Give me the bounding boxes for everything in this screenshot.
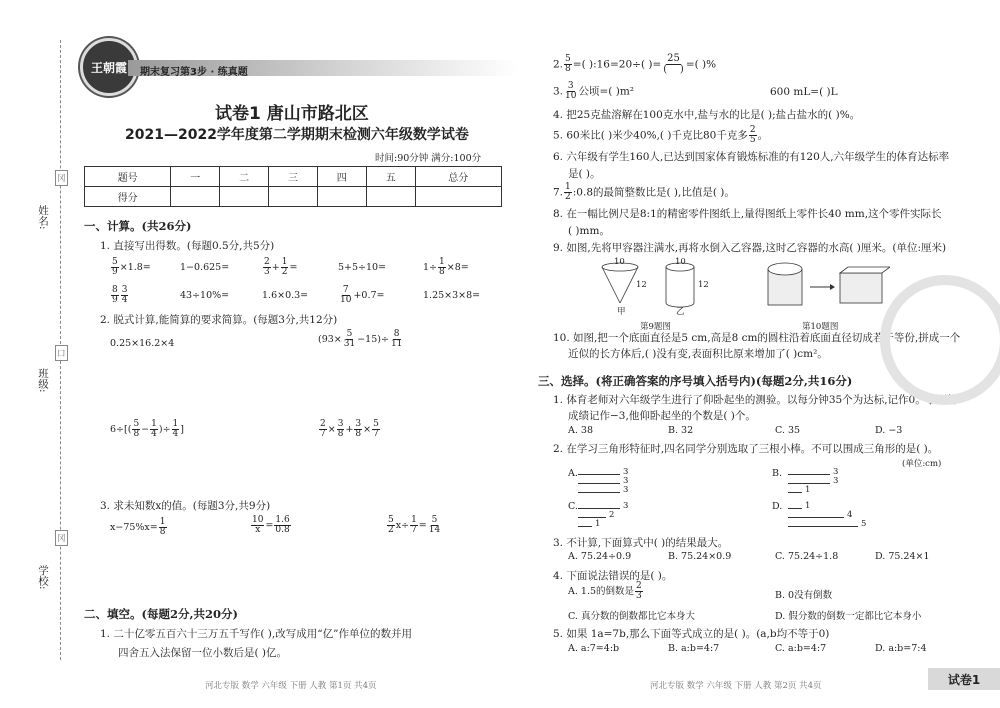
stick-len: 3 <box>623 467 629 477</box>
choice-2: 2. 在学习三角形特征时,四名同学分别选取了三根小棒。不可以围成三角形的是( )。 <box>553 443 939 455</box>
page-footer-left: 河北专版 数学 六年级 下册 人教 第1页 共4页 <box>205 681 377 691</box>
stick <box>578 474 620 475</box>
binding-mark-3: 冈 <box>55 530 68 546</box>
option[interactable]: D. −3 <box>875 425 903 436</box>
fill-3b: 600 mL=( )L <box>770 86 838 98</box>
score-header: 二 <box>220 167 269 187</box>
calc-item: $\frac{5}{9}$ ×1.8= <box>112 257 151 277</box>
score-cell[interactable] <box>366 187 415 207</box>
score-cell[interactable] <box>220 187 269 207</box>
score-cell[interactable] <box>171 187 220 207</box>
stick <box>578 483 620 484</box>
equation-item: x−75%x= $\frac{1}{8}$ <box>110 517 166 537</box>
option[interactable]: A. 75.24÷0.9 <box>568 551 632 562</box>
choice-4: 4. 下面说法错误的是( )。 <box>553 570 673 582</box>
dim-label: 10 <box>614 257 625 267</box>
option[interactable]: A. 38 <box>568 425 593 436</box>
paper-tag <box>928 668 1000 690</box>
logo-text: 王朝霞 <box>90 60 127 75</box>
stick <box>788 517 844 518</box>
stick <box>788 508 802 509</box>
stick <box>578 492 620 493</box>
calc-item: (93× $\frac{5}{31}$ −15)÷ $\frac{8}{11}$ <box>318 329 403 349</box>
calc-item: 0.25×16.2×4 <box>110 338 175 349</box>
fig-label-yi: 乙 <box>676 307 685 317</box>
time-score: 时间:90分钟 满分:100分 <box>375 153 482 164</box>
stick <box>578 508 620 509</box>
step-text: 期末复习第3步 · 练真题 <box>140 67 248 78</box>
option[interactable]: C. 75.24÷1.8 <box>775 551 839 562</box>
figure-10-caption: 第10题图 <box>802 322 839 332</box>
option[interactable]: B. 0没有倒数 <box>775 590 833 601</box>
calc-item: 1÷ $\frac{1}{8}$ ×8= <box>423 257 469 277</box>
option[interactable]: C. <box>568 501 578 512</box>
score-header: 总分 <box>415 167 501 187</box>
cylinder-container-yi <box>666 263 694 307</box>
stick <box>788 474 830 475</box>
option[interactable]: C. 35 <box>775 425 801 436</box>
stick <box>578 526 592 527</box>
option[interactable]: D. a:b=7:4 <box>875 643 927 654</box>
fill-10: 10. 如图,把一个底面直径是5 cm,高是8 cm的圆柱沿着底面直径切成若干等份,拼成一个 <box>553 332 961 344</box>
question-1-2: 2. 脱式计算,能简算的要求简算。(每题3分,共12分) <box>100 314 338 326</box>
equation-item: $\frac{5}{2}$ x÷ $\frac{1}{7}$ = $\frac{5}{14}$ <box>388 515 441 535</box>
option[interactable]: A. a:7=4:b <box>568 643 620 654</box>
stick-len: 2 <box>609 510 615 520</box>
option[interactable]: C. 真分数的倒数都比它本身大 <box>568 611 695 622</box>
stick-len: 3 <box>623 485 629 495</box>
fill-1: 1. 二十亿零五百六十三万五千写作( ),改写成用“亿”作单位的数并用 <box>100 628 412 640</box>
dim-label: 12 <box>698 280 709 290</box>
fill-8-cont: ( )mm。 <box>568 225 610 237</box>
option[interactable]: B. a:b=4:7 <box>668 643 720 654</box>
stick-len: 5 <box>861 519 867 529</box>
stick-len: 1 <box>805 501 811 511</box>
score-header: 题号 <box>85 167 171 187</box>
fill-4: 4. 把25克盐溶解在100克水中,盐与水的比是( );盐占盐水的( )%。 <box>553 109 861 121</box>
cuboid-approx <box>840 267 890 303</box>
figure-9-caption: 第9题图 <box>640 322 671 332</box>
calc-item: 1.6×0.3= <box>262 290 309 301</box>
stick-len: 3 <box>623 501 629 511</box>
calc-item: 1.25×3×8= <box>423 290 481 301</box>
option[interactable]: D. <box>772 501 783 512</box>
calc-item: $\frac{7}{10}$ +0.7= <box>340 285 385 305</box>
figure-9-10 <box>590 255 890 340</box>
fill-5: 5. 60米比( )米少40%,( )千克比80千克多 $\frac{2}{5}$ 。 <box>553 125 769 145</box>
paper-tag-text: 试卷1 <box>947 672 981 687</box>
score-cell[interactable] <box>415 187 501 207</box>
stick-len: 1 <box>805 485 811 495</box>
calc-item: $\frac{2}{7}$ × $\frac{3}{8}$ + $\frac{3}{8}$ × $\frac{5}{7}$ <box>320 419 379 439</box>
fill-6-cont: 是( )。 <box>568 168 601 180</box>
fill-2: 2. $\frac{5}{8}$ =( ):16=20÷( )= $\frac{25}{( )}$ =( )% <box>553 53 717 75</box>
unit-note: (单位:cm) <box>902 459 942 469</box>
option[interactable]: A. <box>568 468 578 479</box>
section-2-heading: 二、填空。(每题2分,共20分) <box>84 607 238 621</box>
calc-item: $\frac{2}{3}$ + $\frac{1}{2}$ = <box>264 257 298 277</box>
school-label: 学校: <box>37 565 49 590</box>
question-1-3: 3. 求未知数x的值。(每题3分,共9分) <box>100 500 271 512</box>
option[interactable]: C. a:b=4:7 <box>775 643 827 654</box>
stick <box>578 517 606 518</box>
choice-1: 1. 体育老师对六年级学生进行了仰卧起坐的测验。以每分钟35个为达标,记作0。小明的 <box>553 394 958 406</box>
score-row-label: 得分 <box>85 187 171 207</box>
score-header: 一 <box>171 167 220 187</box>
option[interactable]: B. 32 <box>668 425 694 436</box>
score-header: 四 <box>317 167 366 187</box>
section-1-heading: 一、计算。(共26分) <box>84 219 192 233</box>
fill-7: 7. $\frac{1}{2}$ :0.8的最简整数比是( ),比值是( )。 <box>553 182 735 202</box>
stick-len: 3 <box>623 476 629 486</box>
section-3-heading: 三、选择。(将正确答案的序号填入括号内)(每题2分,共16分) <box>538 374 853 388</box>
score-cell[interactable] <box>317 187 366 207</box>
calc-item: 43÷10%= <box>180 290 230 301</box>
calc-item: $\frac{8}{9}$ $\frac{3}{4}$ <box>112 285 128 305</box>
choice-1-cont: 成绩记作−3,他仰卧起坐的个数是( )个。 <box>568 410 756 422</box>
score-table <box>84 166 502 207</box>
score-cell[interactable] <box>269 187 318 207</box>
choice-3: 3. 不计算,下面算式中( )的结果最大。 <box>553 537 729 549</box>
stick <box>788 483 830 484</box>
page-subtitle: 2021—2022学年度第二学期期末检测六年级数学试卷 <box>125 127 469 143</box>
page-footer-right: 河北专版 数学 六年级 下册 人教 第2页 共4页 <box>650 681 822 691</box>
stick-len: 3 <box>833 476 839 486</box>
option[interactable]: B. 75.24×0.9 <box>668 551 732 562</box>
arrow-head <box>830 284 835 290</box>
dim-label: 10 <box>675 257 686 267</box>
fill-6: 6. 六年级有学生160人,已达到国家体育锻炼标准的有120人,六年级学生的体育达标率 <box>553 151 950 163</box>
option[interactable]: D. 假分数的倒数一定都比它本身小 <box>775 611 922 622</box>
question-1-1: 1. 直接写出得数。(每题0.5分,共5分) <box>100 240 275 252</box>
stick-len: 3 <box>833 467 839 477</box>
stick <box>788 526 858 527</box>
step-banner <box>128 60 518 76</box>
score-header: 五 <box>366 167 415 187</box>
binding-mark-1: 冈 <box>55 170 68 186</box>
choice-5: 5. 如果 1a=7b,那么下面等式成立的是( )。(a,b均不等于0) <box>553 628 830 640</box>
seal-watermark <box>880 275 1000 405</box>
binding-mark-2: 口 <box>55 345 68 361</box>
score-header: 三 <box>269 167 318 187</box>
calc-item: 6÷[( $\frac{5}{8}$ − $\frac{1}{4}$ )÷ $\frac{1}{4}$ ] <box>110 419 184 439</box>
name-label: 姓名: <box>37 205 49 230</box>
calc-item: 5+5÷10= <box>338 262 387 273</box>
stick <box>788 492 802 493</box>
option[interactable]: B. <box>772 468 783 479</box>
option[interactable]: D. 75.24×1 <box>875 551 930 562</box>
fill-3: 3. $\frac{3}{10}$ 公顷=( )m² <box>553 81 634 101</box>
fill-1-cont: 四舍五入法保留一位小数后是( )亿。 <box>118 647 288 659</box>
option[interactable]: A. 1.5的倒数是 $\frac{2}{3}$ <box>568 581 642 601</box>
stick-len: 1 <box>595 519 601 529</box>
class-label: 班级: <box>37 368 49 393</box>
cone-container-jia <box>602 263 638 303</box>
page-title: 试卷1 唐山市路北区 <box>215 104 369 124</box>
stick-len: 4 <box>847 510 853 520</box>
fig-label-jia: 甲 <box>617 307 626 317</box>
fill-8: 8. 在一幅比例尺是8:1的精密零件图纸上,量得图纸上零件长40 mm,这个零件实际长 <box>553 208 942 220</box>
fill-9: 9. 如图,先将甲容器注满水,再将水倒入乙容器,这时乙容器的水高( )厘米。(单位:厘米) <box>553 242 947 254</box>
fill-10-cont: 近似的长方体后,( )没有变,表面积比原来增加了( )cm²。 <box>568 348 828 360</box>
equation-item: $\frac{10}{x}$ = $\frac{1.6}{0.8}$ <box>252 515 290 535</box>
cylinder-cut <box>768 263 802 305</box>
calc-item: 1−0.625= <box>180 262 230 273</box>
dim-label: 12 <box>636 280 647 290</box>
